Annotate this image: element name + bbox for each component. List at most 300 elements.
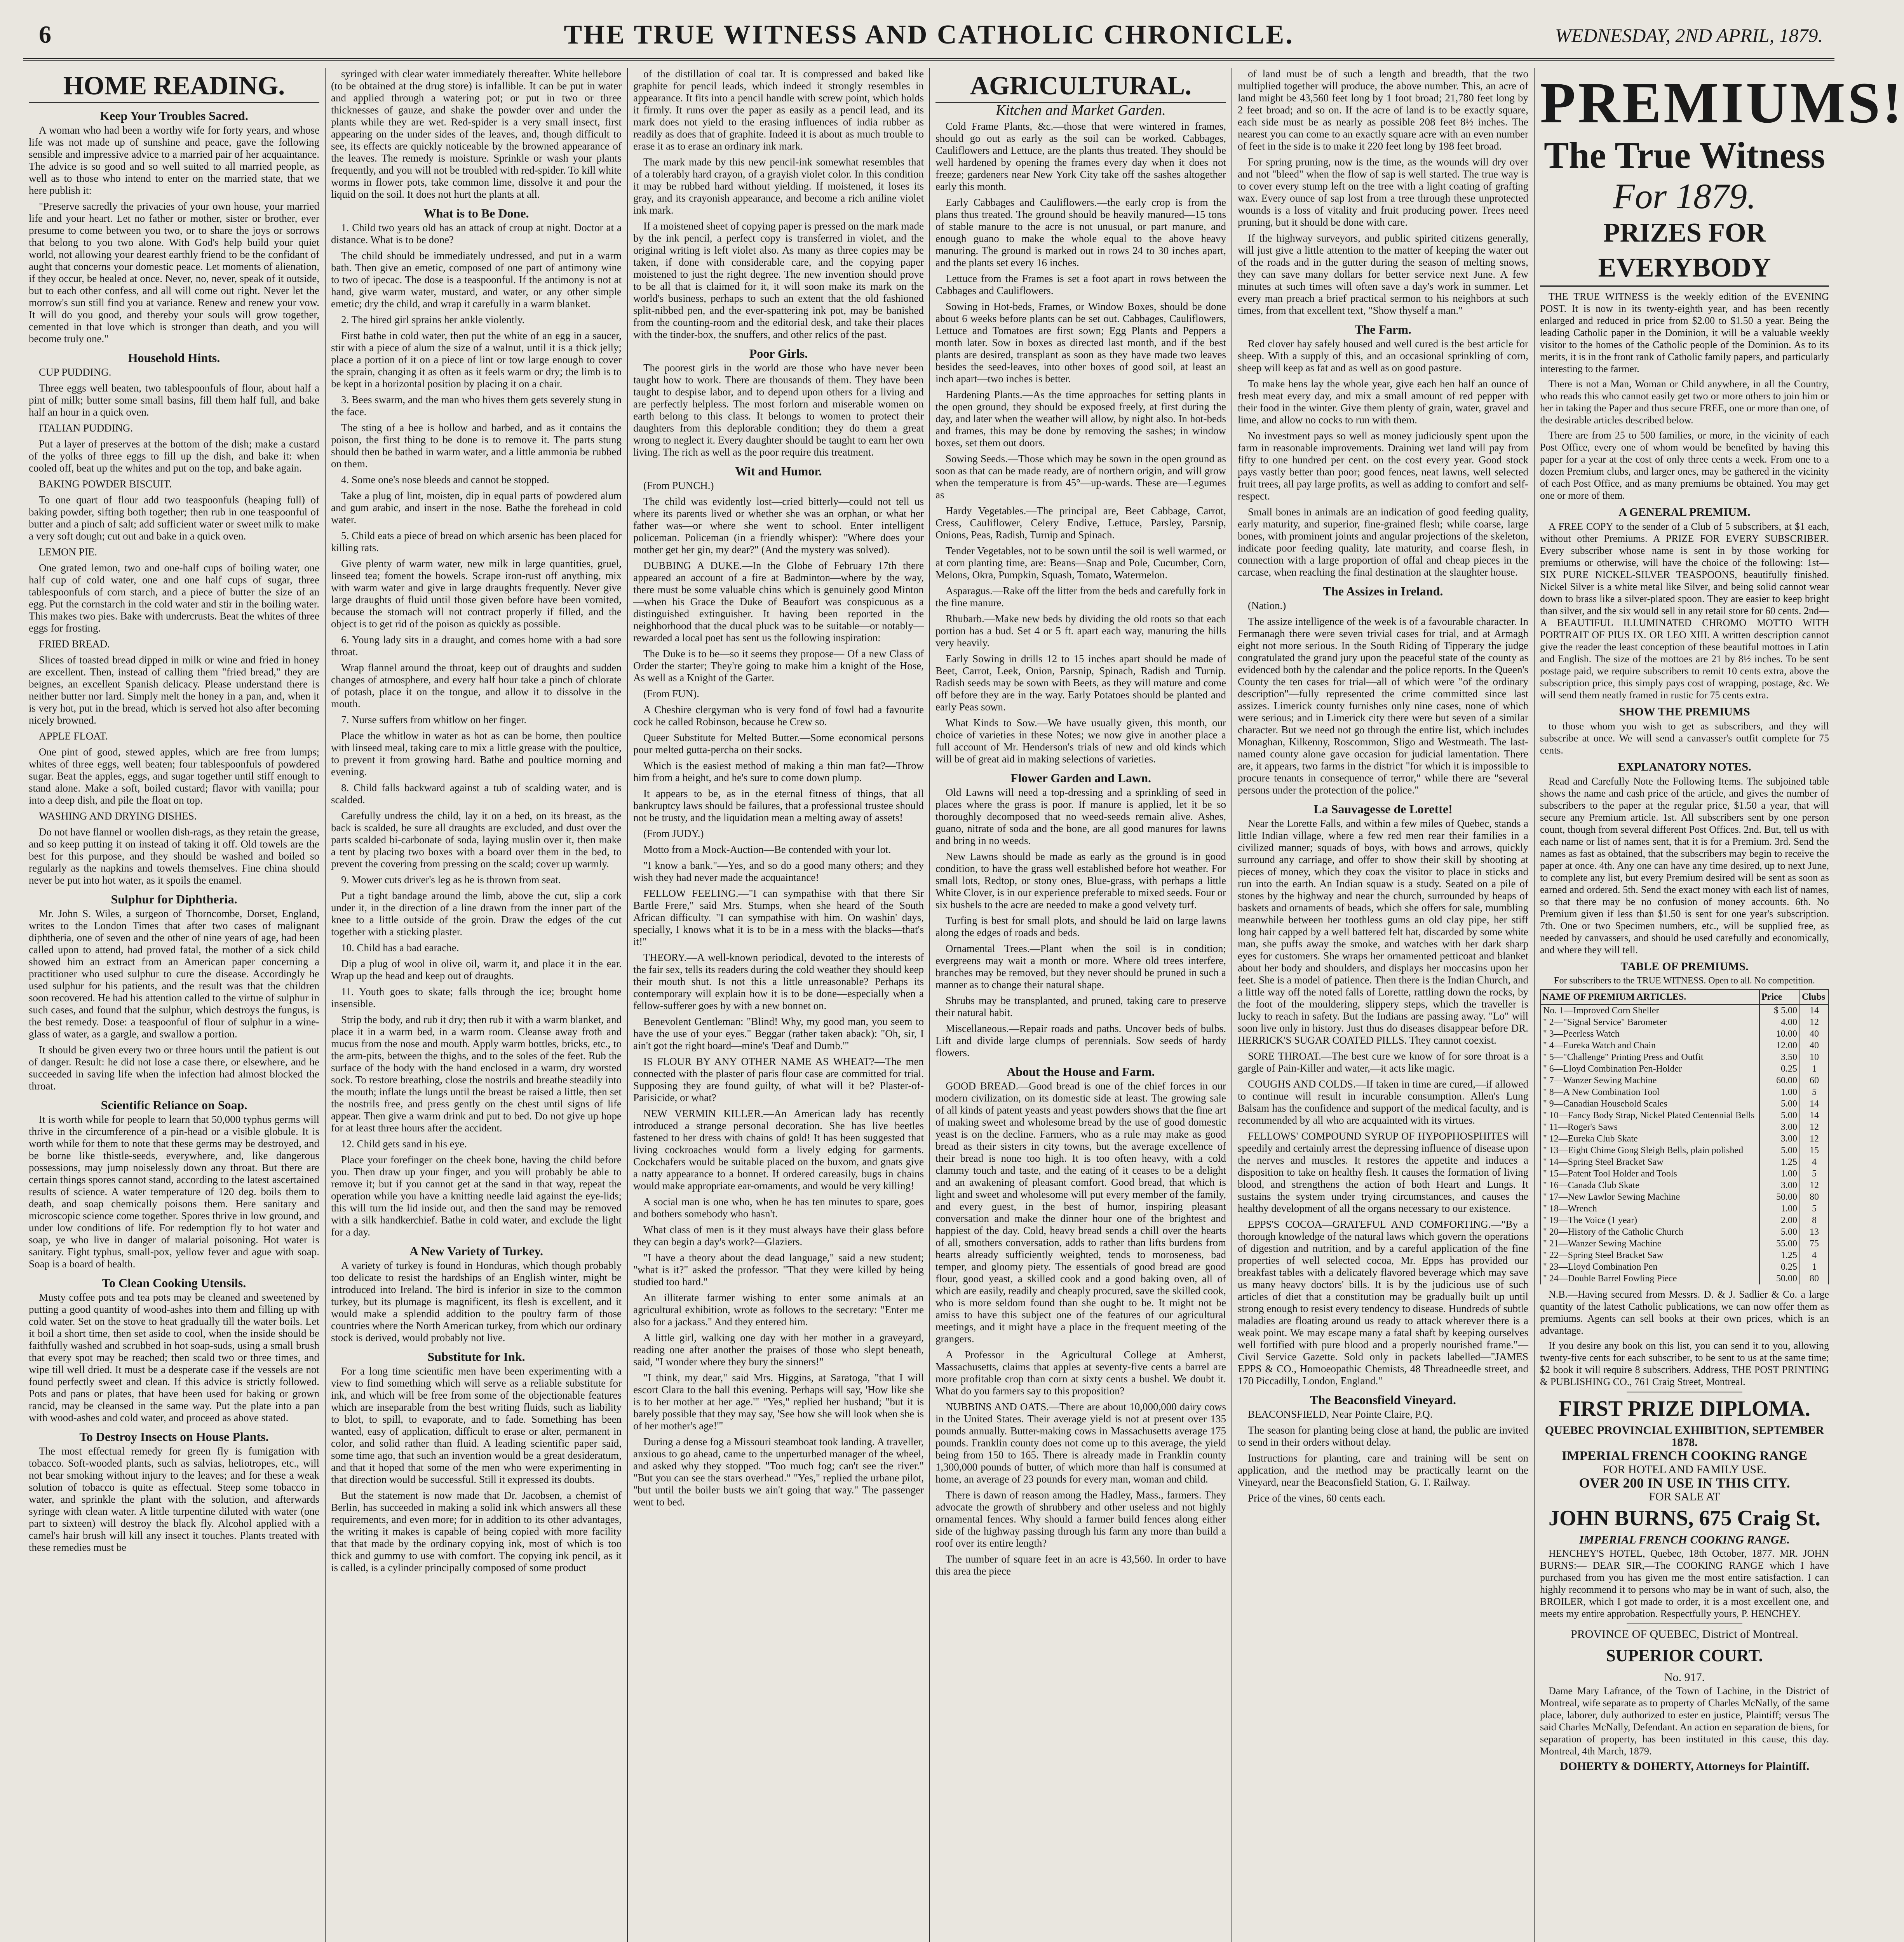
article-title: The Beaconsfield Vineyard.	[1310, 1393, 1456, 1407]
article-paragraph: The Duke is to be—so it seems they propose— Of a new Class of Order the starter; They're going to make him a knight of the Hose, As well as a Knight of the Garter.	[633, 648, 924, 684]
premium-clubs-cell: 8	[1800, 1215, 1829, 1226]
premium-price-cell: 50.00	[1759, 1273, 1800, 1284]
article-title: To Destroy Insects on House Plants.	[79, 1430, 269, 1444]
premium-price-cell: 60.00	[1759, 1075, 1800, 1086]
premium-clubs-cell: 5	[1800, 1203, 1829, 1215]
premium-clubs-cell: 12	[1800, 1133, 1829, 1145]
article-paragraph: Put a layer of preserves at the bottom of the dish; make a custard of the yolks of three eggs to fill up the dish, and bake it: when cooled off, beat up the whites and put on the top, and bake again.	[29, 438, 319, 474]
premium-table-row	[1540, 1249, 1829, 1261]
premium-clubs-cell: 13	[1800, 1226, 1829, 1238]
article-paragraph: Benevolent Gentleman: "Blind! Why, my good man, you seem to have the use of your eyes." Beggar (rather taken aback): "Oh, sir, I ain't got the right board—mine's 'Deaf and Dumb.'"	[633, 1016, 924, 1051]
article	[331, 68, 622, 200]
premium-table-header-price: Price	[1759, 990, 1800, 1004]
article	[331, 1351, 622, 1574]
premium-name-cell: " 16—Canada Club Skate	[1540, 1180, 1759, 1191]
article-paragraph: What class of men is it they must always have their glass before they can begin a day's work?—Glaziers.	[633, 1224, 924, 1248]
article-paragraph: (From JUDY.)	[643, 828, 704, 839]
article-paragraph: It should be given every two or three hours until the patient is out of danger. Result: he did not lose a case there, or elsewhere, and he succeeded in saving life when the infection had almost blocked the throat.	[29, 1044, 319, 1092]
article	[29, 352, 319, 886]
premium-name-cell: " 18—Wrench	[1540, 1203, 1759, 1215]
premiums-subtitle: The True Witness	[1544, 134, 1825, 176]
article-paragraph: The season for planting being close at hand, the public are invited to send in their orders without delay.	[1238, 1424, 1528, 1448]
premium-table-row	[1540, 1203, 1829, 1215]
article-paragraph: Strip the body, and rub it dry; then rub it with a warm blanket, and place it in a warm bed, in a warm room. Cleanse away froth and mucus from the nose and mouth. Apply warm bottles, bricks, etc., to the arm-pits, between the thighs, and to the soles of the feet. Rub the surface of the body with the hand enclosed in a warm, dry worsted sock. To restore breathing, close the nostrils and breathe steadily into the mouth; inflate the lungs until the breast be raised a little, then set the nostrils free, and press gently on the chest until signs of life appear. Then give a warm drink and put to bed. Do not give up hope for at least three hours after the accident.	[331, 1014, 622, 1134]
premium-table	[1540, 989, 1829, 1284]
premiums-intro	[1540, 291, 1829, 501]
article-paragraph: Cold Frame Plants, &c.—those that were wintered in frames, should go out as early as the soil can be worked. Cabbages, Cauliflowers and Lettuce, are the plants thus treated. They should be well hardened by opening the frames every day when it does not freeze; gardeners near New York City take off the sashes altogether early this month.	[935, 120, 1226, 192]
article-paragraph: COUGHS AND COLDS.—If taken in time are cured,—if allowed to continue will result in incurable consumption. Allen's Lung Balsam has the confidence and support of the medical faculty, and is recommended by all who are acquainted with its virtues.	[1238, 1078, 1528, 1126]
article-paragraph: 9. Mower cuts driver's leg as he is thrown from seat.	[341, 874, 561, 886]
article-paragraph: Red clover hay safely housed and well cured is the best article for sheep. With a supply of this, and an occasional sprinkling of corn, sheep will keep as fat and as well as on good pasture.	[1238, 338, 1528, 374]
article-paragraph: Hardy Vegetables.—The principal are, Beet Cabbage, Carrot, Cress, Cauliflower, Celery Endive, Lettuce, Parsley, Parsnip, Onions, Peas, Radish, Turnip and Spinach.	[935, 505, 1226, 541]
article-paragraph: Place your forefinger on the cheek bone, having the child before you. Then draw up your finger, and you will probably be able to remove it; but if you cannot get at the sand in that way, repeat the operation while you have a knitting needle laid against the eye-lids; this will turn the lid inside out, and then the sand may be removed with a silk handkerchief. Bathe in cold water, and exclude the light for a day.	[331, 1154, 622, 1238]
article-paragraph: No investment pays so well as money judiciously spent upon the farm in reasonable improvements. Draining wet land will pay from fifty to one hundred per cent. on the cost every year. Good stock pays vastly better than poor; good fences, neat lawns, well selected fruit trees, all pay large profits, as well as adding to comfort and self-respect.	[1238, 430, 1528, 502]
section-heading-agricultural: AGRICULTURAL.	[935, 70, 1226, 103]
article-paragraph: A social man is one who, when he has ten minutes to spare, goes and bothers somebody who hasn't.	[633, 1196, 924, 1220]
premium-table-title: TABLE OF PREMIUMS.	[1620, 960, 1749, 973]
article-paragraph: If the highway surveyors, and public spirited citizens generally, will just give a little attention to the matter of keeping the water out of the roads and in the gutter during the season of melting snows, they can save many dollars for better service next June. A few minutes at such times will often save a day's work in summer. Let every man preach a brief practical sermon to his neighbors at such times, from that excellent text, "Show thyself a man."	[1238, 232, 1528, 316]
premium-name-cell: " 15—Patent Tool Holder and Tools	[1540, 1168, 1759, 1180]
premium-clubs-cell: 10	[1800, 1051, 1829, 1063]
premium-price-cell: 3.00	[1759, 1180, 1800, 1191]
articles-column-3	[633, 68, 924, 1508]
article-paragraph: THEORY.—A well-known periodical, devoted to the interests of the fair sex, tells its readers during the cold weather they should keep their mouth shut. Is not this a little unreasonable? Perhaps its contemporary will explain how it is to be done—especially when a fellow-sufferer goes by with a new bonnet on.	[633, 952, 924, 1011]
article-paragraph: Instructions for planting, care and training will be sent on application, and the method may be practically learnt on the Vineyard, near the Beaconsfield Station, G. T. Railway.	[1238, 1452, 1528, 1488]
article-paragraph: Take a plug of lint, moisten, dip in equal parts of powdered alum and gum arabic, and insert in the nose. Bathe the forehead in cold water.	[331, 490, 622, 526]
premium-price-cell: 1.25	[1759, 1156, 1800, 1168]
article-paragraph: Ornamental Trees.—Plant when the soil is in condition; evergreens may wait a month or more. Where old trees interfere, branches may be removed, but they never should be pruned in such a manner as to change their natural shape.	[935, 943, 1226, 990]
premium-table-row	[1540, 1028, 1829, 1040]
article-paragraph: A Cheshire clergyman who is very fond of fowl had a favourite cock he called Robinson, because he Crew so.	[633, 704, 924, 727]
premium-table-row	[1540, 1040, 1829, 1051]
article-paragraph: Slices of toasted bread dipped in milk or wine and fried in honey are excellent. Then, instead of calling them "fried bread," they are beignes, an excellent Spanish delicacy. Please understand there is neither butter nor lard. Simply melt the honey in a pan, and, when it is very hot, put in the bread, which is served hot also after becoming nicely browned.	[29, 654, 319, 726]
premium-name-cell: " 9—Canadian Household Scales	[1540, 1098, 1759, 1110]
article	[935, 772, 1226, 1059]
diploma-letter: HENCHEY'S HOTEL, Quebec, 18th October, 1877. MR. JOHN BURNS:— DEAR SIR,—The COOKING RANGE which I have purchased from you has given me the most entire satisfaction. I can highly recommend it to persons who may be in want of such, also, the BROILER, which I got made to order, it is a most excellent one, and meets my entire approbation. Respectfully yours, P. HENCHEY.	[1540, 1548, 1829, 1619]
article-paragraph: Give plenty of warm water, new milk in large quantities, gruel, linseed tea; foment the bowels. Scrape iron-rust off anything, mix with warm water and give in large draughts frequently. Never give large draughts of fluid until those given before have been vomited, because the stomach will not contract properly if filled, and the object is to get rid of the poison as quickly as possible.	[331, 558, 622, 630]
general-premium-title: A GENERAL PREMIUM.	[1618, 506, 1751, 519]
article-paragraph: Put a tight bandage around the limb, above the cut, slip a cork under it, in the direction of a line drawn from the inner part of the knee to a little outside of the groin. Draw the edges of the cut together with a sticking plaster.	[331, 890, 622, 938]
article-paragraph: 12. Child gets sand in his eye.	[341, 1138, 467, 1150]
column-2	[326, 68, 628, 1942]
premium-name-cell: " 14—Spring Steel Bracket Saw	[1540, 1156, 1759, 1168]
article-paragraph: 6. Young lady sits in a draught, and comes home with a bad sore throat.	[331, 634, 622, 658]
premium-name-cell: " 17—New Lawlor Sewing Machine	[1540, 1191, 1759, 1203]
article	[29, 1277, 319, 1424]
premium-table-row	[1540, 1063, 1829, 1075]
article-paragraph: EPPS'S COCOA—GRATEFUL AND COMFORTING.—"By a thorough knowledge of the natural laws which govern the operations of digestion and nutrition, and by a careful application of the fine properties of well selected cocoa, Mr. Epps has provided our breakfast tables with a delicately flavored beverage which may save us many heavy doctors' bills. It is by the judicious use of such articles of diet that a constitution may be gradually built up until strong enough to resist every tendency to disease. Hundreds of subtle maladies are floating around us ready to attack wherever there is a weak point. We may escape many a fatal shaft by keeping ourselves well fortified with pure blood and a properly nourished frame."—Civil Service Gazette. Sold only in packets labelled—"JAMES EPPS & CO., Homoeopathic Chemists, 48 Threadneedle street, and 170 Piccadilly, London, England."	[1238, 1218, 1528, 1387]
article-paragraph: Motto from a Mock-Auction—Be contended with your lot.	[643, 844, 891, 855]
article-paragraph: BEACONSFIELD, Near Pointe Claire, P.Q.	[1248, 1408, 1433, 1420]
premium-clubs-cell: 14	[1800, 1110, 1829, 1121]
premium-clubs-cell: 75	[1800, 1238, 1829, 1249]
premium-clubs-cell: 12	[1800, 1016, 1829, 1028]
article-paragraph: During a dense fog a Missouri steamboat took landing. A traveller, anxious to go ahead, came to the unperturbed manager of the wheel, and asked why they stopped. "Too much fog; can't see the river." "But you can see the stars overhead." "Yes," replied the urbane pilot, "but until the boiler busts we ain't going that way." The passenger went to bed.	[633, 1436, 924, 1508]
premium-table-row	[1540, 1238, 1829, 1249]
premium-table-header-clubs: Clubs	[1800, 990, 1829, 1004]
premium-price-cell: 1.00	[1759, 1168, 1800, 1180]
article-paragraph: 3. Bees swarm, and the man who hives them gets severely stung in the face.	[331, 394, 622, 418]
premium-name-cell: " 6—Lloyd Combination Pen-Holder	[1540, 1063, 1759, 1075]
article	[1238, 585, 1528, 796]
premiums-intro-paragraph: There are from 25 to 500 families, or more, in the vicinity of each Post Office, every one of whom would be benefited by having this paper for a year at the cost of only three cents a week. From one to a dozen Premium clubs, and larger ones, may be gathered in the vicinity of each Post Office, and as many premiums be obtained. You may get one or more of them.	[1540, 430, 1829, 501]
article-paragraph: APPLE FLOAT.	[39, 730, 108, 742]
article-paragraph: It appears to be, as in the eternal fitness of things, that all bankruptcy laws should be failures, that a professional trustee should not be trusty, and the liquidation mean a melting away of assets!	[633, 788, 924, 823]
article-title: Substitute for Ink.	[427, 1350, 525, 1364]
premium-price-cell: $ 5.00	[1759, 1004, 1800, 1016]
explanatory-notes-title: EXPLANATORY NOTES.	[1618, 760, 1751, 773]
court-province: PROVINCE OF QUEBEC, District of Montreal.	[1571, 1628, 1798, 1641]
article-paragraph: Wrap flannel around the throat, keep out of draughts and sudden changes of atmosphere, and every half hour take a pinch of chlorate of potash, place it on the tongue, and allow it to dissolve in the mouth.	[331, 662, 622, 710]
article-paragraph: Carefully undress the child, lay it on a bed, on its breast, as the back is scalded, be sure all draughts are excluded, and dust over the parts scalded bi-carbonate of soda, laying muslin over it, then make a tent by placing two boxes with a board over them in the bed, to prevent the covering from pressing on the scald; cover up warmly.	[331, 810, 622, 870]
premium-clubs-cell: 1	[1800, 1063, 1829, 1075]
premium-clubs-cell: 5	[1800, 1086, 1829, 1098]
premium-name-cell: " 4—Eureka Watch and Chain	[1540, 1040, 1759, 1051]
article	[1238, 68, 1528, 317]
article	[935, 1066, 1226, 1577]
premium-price-cell: 5.00	[1759, 1145, 1800, 1156]
article	[29, 893, 319, 1092]
premium-table-row	[1540, 1156, 1829, 1168]
article-title: What is to Be Done.	[423, 206, 529, 220]
article-paragraph: Small bones in animals are an indication of good feeding quality, early maturity, and superior, fine-grained flesh; while coarse, large bones, with prominent joints and angular projections of the skeleton, indicate poor feeding quality, late maturity, and coarse flesh, in connection with a large proportion of offal and cheap pieces in the carcase, when reaching the final destination at the slaughter house.	[1238, 506, 1528, 578]
diploma-for-sale: FOR SALE AT	[1649, 1490, 1720, 1503]
premium-table-row	[1540, 1016, 1829, 1028]
premium-name-cell: " 3—Peerless Watch	[1540, 1028, 1759, 1040]
explanatory-notes-text: Read and Carefully Note the Following Items. The subjoined table shows the name and cash price of the article, and gives the number of subscribers to the paper at the regular price, $1.50 a year, that will secure any Premium article. 1st. All subscribers sent by one person count, though from several different Post Offices. 2nd. But, tell us with each name or list of names sent, that it is for a Premium. 3rd. Send the names as fast as obtained, that the subscribers may begin to receive the paper at once. 4th. Any one can have any time desired, up to next June, to complete any list, but every Premium desired will be sent as soon as earned and ordered. 5th. Send the exact money with each list of names, so that there may be no confusion of money accounts. 6th. No Premium given if less than $1.50 is sent for one year's subscription. 7th. One or two Specimen numbers, etc., will be supplied free, as needed by canvassers, and should be used carefully and economically, and where they will tell.	[1540, 776, 1829, 955]
article-paragraph: Musty coffee pots and tea pots may be cleaned and sweetened by putting a good quantity of wood-ashes into them and filling up with cold water. Set on the stove to heat gradually till the water boils. Let it boil a short time, then set aside to cool, when the inside should be faithfully washed and scrubbed in hot soap-suds, using a small brush that every spot may be reached; then scald two or three times, and wipe till well dried. It must be a desperate case if the vessels are not found perfectly sweet and clean. If this advice is strictly followed. Pots and pans or plates, that have been used for baking or grown rancid, may be cleansed in the same way. Put the plate into a pan with wood-ashes and cold water, and proceed as above stated.	[29, 1291, 319, 1423]
premium-name-cell: " 10—Fancy Body Strap, Nickel Plated Centennial Bells	[1540, 1110, 1759, 1121]
premium-table-row	[1540, 1273, 1829, 1284]
premium-price-cell: 4.00	[1759, 1016, 1800, 1028]
article-title: La Sauvagesse de Lorette!	[1313, 802, 1453, 816]
article-title: Scientific Reliance on Soap.	[101, 1098, 247, 1112]
article-paragraph: Mr. John S. Wiles, a surgeon of Thorncombe, Dorset, England, writes to the London Times that after two cases of malignant diphtheria, one of seven and the other of nine years of age, had been called upon to attend, had proved fatal, the mother of a sick child showed him an extract from an American paper concerning a practitioner who used sulphur to cure the disease. Accordingly he used sulphur for his patients, and the result was that the children soon recovered. He had his attention called to the virtue of sulphur in such cases, and found that the sulphur, which destroys the fungus, is the best remedy. Dose: a teaspoonful of flour of sulphur in a wine-glass of water, as a gargle, and swallow a portion.	[29, 908, 319, 1040]
premium-table-row	[1540, 1168, 1829, 1180]
article-paragraph: 2. The hired girl sprains her ankle violently.	[341, 314, 525, 325]
article-title: Wit and Humor.	[735, 464, 822, 478]
article-title: To Clean Cooking Utensils.	[102, 1276, 246, 1290]
article-paragraph: FELLOWS' COMPOUND SYRUP OF HYPOPHOSPHITES will speedily and certainly arrest the depressing influence of disease upon the nerves and muscles. It restores the appetite and induces a disposition to take on healthy flesh. It causes the formation of living blood, and strengthens the action of both Heart and Lungs. It sustains the system under trying circumstances, and causes the healthy development of all the organs necessary to our existence.	[1238, 1130, 1528, 1214]
premium-table-address: If you desire any book on this list, you can send it to you, allowing twenty-five cents for each subscriber, to be sent to us at the same time; $2 book it will require 8 subscribers. Address, THE POST PRINTING & PUBLISHING CO., 761 Craig Street, Montreal.	[1540, 1340, 1829, 1387]
articles-column-4	[935, 120, 1226, 1577]
article-paragraph: It is worth while for people to learn that 50,000 typhus germs will thrive in the circumference of a pin-head or a visible globule. It is worth while for them to note that these germs may be destroyed, and be borne like thistle-seeds, everywhere, and, like dangerous possessions, may jump noiselessly down any throat. But there are certain things spores cannot stand, according to the latest ascertained results of science. A water temperature of 120 deg. boils them to death, and soap chemically poisons them. Here sanitary and microscopic science come together. Spores thrive in low ground, and under low conditions of life. For redemption fly to hot water and soap, ye who live in danger of malarial poisoning. Hot water is sanitary. Fight typhus, small-pox, yellow fever and ague with soap. Soap is a board of health.	[29, 1114, 319, 1270]
article-paragraph: NEW VERMIN KILLER.—An American lady has recently introduced a strange personal decoration. She has live beetles fastened to her dress with chains of gold! It has been suggested that living cockroaches would form a lively edging for garments. Cockchafers would be suitable placed on the buxom, and gnats give a natty appearance to a bonnet. If ordered careasily, bugs in chains would make appropriate ear-ornaments, and would be very killing!	[633, 1108, 924, 1192]
premium-name-cell: " 21—Wanzer Sewing Machine	[1540, 1238, 1759, 1249]
article-paragraph: The most effectual remedy for green fly is fumigation with tobacco. Soft-wooded plants, such as salvias, heliotropes, etc., will not bear smoking without injury to the leaves; and for these a weak solution of tobacco is quite as effectual. Steep some tobacco in water, and sprinkle the plant with the solution, and afterwards syringe with clean water. A little turpentine diluted with water (one part to sixteen) will destroy the black fly. Alcohol applied with a camel's hair brush will kill any insect it touches. Plants treated with these remedies must be	[29, 1445, 319, 1553]
premiums-title: PREMIUMS!	[1540, 71, 1904, 135]
article-paragraph: What Kinds to Sow.—We have usually given, this month, our choice of varieties in these Notes; we now give in another place a full account of Mr. Henderson's trials of new and old kinds which will be of great aid in making selections of varieties.	[935, 717, 1226, 765]
articles-column-2	[331, 68, 622, 1574]
court-text: Dame Mary Lafrance, of the Town of Lachine, in the District of Montreal, wife separate as to property of Charles McNally, of the same place, laborer, duly authorized to ester en justice, Plaintiff; versus The said Charles McNally, Defendant. An action en separation de biens, for separation of property, has been instituted in this cause, this day. Montreal, 4th March, 1879.	[1540, 1685, 1829, 1757]
diploma-product: IMPERIAL FRENCH COOKING RANGE.	[1579, 1533, 1790, 1546]
premium-table-row	[1540, 1086, 1829, 1098]
article-paragraph: The number of square feet in an acre is 43,560. In order to have this area the piece	[935, 1553, 1226, 1577]
premium-name-cell: " 13—Eight Chime Gong Sleigh Bells, plain polished	[1540, 1145, 1759, 1156]
premium-table-row	[1540, 1133, 1829, 1145]
article-paragraph: The sting of a bee is hollow and barbed, and as it contains the poison, the first thing to be done is to remove it. The parts stung should then be bathed in warm water, and a little ammonia be rubbed on them.	[331, 422, 622, 470]
article-paragraph: FELLOW FEELING.—"I can sympathise with that there Sir Bartle Frere," said Mrs. Stumps, when she heard of the South African difficulty. "I can sympathise with him. On washin' days, specially, I knows what it is to be in a mess with the blacks—that's it!"	[633, 887, 924, 947]
article-paragraph: of the distillation of coal tar. It is compressed and baked like graphite for pencil leads, which indeed it strongly resembles in appearance. It fits into a pencil handle with screw point, which holds it firmly. It runs over the paper as easily as a pencil lead, and its mark does not yield to the erasing influences of india rubber as readily as does that of graphite. Indeed it is about as much trouble to erase it as to erase an ordinary ink mark.	[633, 68, 924, 152]
premium-name-cell: " 19—The Voice (1 year)	[1540, 1215, 1759, 1226]
section-heading-home-reading: HOME READING.	[29, 70, 319, 103]
article	[1238, 1394, 1528, 1504]
article	[633, 68, 924, 341]
column-home-reading	[23, 68, 326, 1942]
article-paragraph: 7. Nurse suffers from whitlow on her finger.	[341, 714, 527, 726]
premium-price-cell: 5.00	[1759, 1110, 1800, 1121]
article-title: The Assizes in Ireland.	[1323, 584, 1443, 598]
premium-clubs-cell: 12	[1800, 1180, 1829, 1191]
article-paragraph: To make hens lay the whole year, give each hen half an ounce of fresh meat every day, and mix a small amount of red pepper with their food in the winter. Give them plenty of grain, water, gravel and lime, and allow no cocks to run with them.	[1238, 378, 1528, 426]
article-paragraph: FRIED BREAD.	[39, 638, 110, 650]
article-paragraph: Miscellaneous.—Repair roads and paths. Uncover beds of bulbs. Lift and divide large clumps of perennials. Sow seeds of hardy flowers.	[935, 1023, 1226, 1058]
premium-clubs-cell: 4	[1800, 1249, 1829, 1261]
article-paragraph: There is dawn of reason among the Hadley, Mass., farmers. They advocate the growth of shrubbery and other useless and not highly ornamental fences. Why should a farmer build fences along either side of the highway passing through his farm any more than build a roof over its entire length?	[935, 1489, 1226, 1549]
article-paragraph: Old Lawns will need a top-dressing and a sprinkling of seed in places where the grass is poor. If manure is applied, let it be so thoroughly decomposed that no weed-seeds remain alive. Ashes, guano, nitrate of soda and the bone, are all good manures for lawns and bring in no weeds.	[935, 787, 1226, 846]
premiums-intro-paragraph: THE TRUE WITNESS is the weekly edition of the EVENING POST. It is now in its twenty-eighth year, and has been recently enlarged and reduced in price from $2.00 to $1.50 a year. Being the leading Catholic paper in the Dominion, it will be a valuable weekly visitor to the homes of the Catholic people of the Dominion. As to its merits, it is in the front rank of Catholic family papers, and particularly interesting to the farmer.	[1540, 291, 1829, 374]
article-paragraph: BAKING POWDER BISCUIT.	[39, 478, 172, 490]
premiums-year: For 1879.	[1613, 176, 1756, 216]
premium-name-cell: " 23—Lloyd Combination Pen	[1540, 1261, 1759, 1273]
article-paragraph: Price of the vines, 60 cents each.	[1248, 1492, 1385, 1504]
premium-price-cell: 3.00	[1759, 1121, 1800, 1133]
article-paragraph: Sowing in Hot-beds, Frames, or Window Boxes, should be done about 6 weeks before plants can be set out. Cabbages, Cauliflowers, Lettuce and Tomatoes are first sown; Egg Plants and Peppers a month later. Sow in boxes as directed last month, and if the best plants are desired, transplant as soon as they have made two leaves besides the seed-leaves, into other boxes of good soil, at least an inch apart—two inches is better.	[935, 301, 1226, 385]
premium-name-cell: " 20—History of the Catholic Church	[1540, 1226, 1759, 1238]
article-title: Household Hints.	[128, 351, 220, 365]
premium-clubs-cell: 4	[1800, 1156, 1829, 1168]
premium-price-cell: 10.00	[1759, 1028, 1800, 1040]
article-paragraph: GOOD BREAD.—Good bread is one of the chief forces in our modern civilization, on its domestic side at least. The growing sale of all kinds of patent yeasts and yeast powders shows that the fine art of making sweet and wholesome bread by the use of good domestic yeast is on the decline. Farmers, who as a rule may make as good bread as their sisters in city towns, but the average excellence of their bread is none too high. It is too often heavy, with a cold clammy touch and taste, and the eating of it ceases to be a delight and an awakening of pleasant comfort. Good bread, that which is light and sweet and wholesome will put every member of the family, and every guest, in the best of humor, inspiring pleasant conversation and make the dinner hour one of the brightest and happiest of the day. Cold, heavy bread sends a chill over the hearts of all, smothers conversation, adds to rather than lifts burdens from hearts already sufficiently weighted, tends to moroseness, bad temper, and gloomy piety. The essentials of good bread are good flour, good yeast, a skilled cook and a good baking oven, all of which are easily, readily and cheaply procured, save the skilled cook, who is more seldom found than she ought to be. It might not be amiss to have this subject one of the features of our agricultural meetings, and it might have a place in the frequent meeting of the grangers.	[935, 1080, 1226, 1345]
article-paragraph: "I have a theory about the dead language," said a new student; "what is it?" asked the professor. "That they were killed by being studied too hard."	[633, 1252, 924, 1288]
article-paragraph: The assize intelligence of the week is of a favourable character. In Fermanagh there were seven trivial cases for trial, and at Armagh eight not more serious. In the South Riding of Tipperary the judge congratulated the grand jury upon the peaceful state of the county as evidenced both by the calendar and the police reports. In the Queen's County the ten cases for trial—all of which were "of the ordinary description"—fully represented the crime committed since last assizes. Limerick county furnishes only nine cases, none of which were serious; and in Limerick city there were but seven of a similar character. But we need not go through the entire list, which includes Monaghan, Kilkenny, Roscommon, Sligo and Westmeath. The last-named county alone gave occasion for judicial lamentation. There are, it appears, two farms in the district "for which it is impossible to procure tenants in consequence of terror," while there are "several persons under the protection of the police."	[1238, 616, 1528, 796]
premium-table-row	[1540, 1180, 1829, 1191]
premiums-intro-paragraph: There is not a Man, Woman or Child anywhere, in all the Country, who reads this who cannot easily get two or more others to join him or her in taking the Paper and thus secure FREE, one or more than one, of the desirable articles described below.	[1540, 378, 1829, 426]
premium-price-cell: 3.00	[1759, 1133, 1800, 1145]
article	[935, 120, 1226, 765]
premium-clubs-cell: 12	[1800, 1121, 1829, 1133]
premium-name-cell: " 22—Spring Steel Bracket Saw	[1540, 1249, 1759, 1261]
column-3	[628, 68, 930, 1942]
premium-name-cell: " 5—"Challenge" Printing Press and Outfit	[1540, 1051, 1759, 1063]
premium-table-row	[1540, 1191, 1829, 1203]
article-paragraph: 8. Child falls backward against a tub of scalding water, and is scalded.	[331, 782, 622, 806]
premium-clubs-cell: 5	[1800, 1168, 1829, 1180]
premium-clubs-cell: 15	[1800, 1145, 1829, 1156]
article-paragraph: Do not have flannel or woollen dish-rags, as they retain the grease, and so keep putting it on instead of taking it off. Old towels are the best for this purpose, and they should be washed and boiled so regularly as the napkins and towels themselves. Fine china should never be put into hot water, as it spoils the enamel.	[29, 826, 320, 886]
article-paragraph: Place the whitlow in water as hot as can be borne, then poultice with linseed meal, taking care to mix a little grease with the poultice, to prevent it from growing hard. Bathe and poultice morning and evening.	[331, 730, 622, 778]
premium-table-row	[1540, 1098, 1829, 1110]
premium-clubs-cell: 80	[1800, 1273, 1829, 1284]
diploma-title: FIRST PRIZE DIPLOMA.	[1559, 1397, 1810, 1421]
premium-clubs-cell: 1	[1800, 1261, 1829, 1273]
article-paragraph: Hardening Plants.—As the time approaches for setting plants in the open ground, they should be exposed freely, at first during the day, and later when the weather will allow, by night also. In hot-beds and frames, this may be done by removing the sashes; in window boxes, set them out doors.	[935, 389, 1226, 449]
article-paragraph: of land must be of such a length and breadth, that the two multiplied together will produce, the above number. This, an acre of land might be 43,560 feet long by 1 foot broad; 21,780 feet long by 2 feet broad; and so on. If the acre of land is to be exactly square, each side must be as nearly as possible 208 feet 8½ inches. The nearest you can come to an exactly square acre with an even number of feet in the side is to make it 220 feet long by 198 feet broad.	[1238, 68, 1528, 152]
issue-date: WEDNESDAY, 2ND APRIL, 1879.	[1555, 24, 1823, 46]
diploma-exhibition: QUEBEC PROVINCIAL EXHIBITION, SEPTEMBER 1878.	[1545, 1424, 1824, 1449]
article-title: Flower Garden and Lawn.	[1010, 771, 1151, 785]
article-paragraph: The poorest girls in the world are those who have never been taught how to work. There are thousands of them. They have been taught to despise labor, and to depend upon others for a living and are perfectly helpless. The most forlorn and miserable women on earth belong to this class. It belongs to women to protect their daughters from this deplorable condition; they do them a great wrong to neglect it. Every daughter should be taught to earn her own living. The rich as well as the poor require this treatment.	[633, 362, 924, 458]
premium-clubs-cell: 40	[1800, 1040, 1829, 1051]
premium-price-cell: 50.00	[1759, 1191, 1800, 1203]
article	[29, 1099, 319, 1270]
article-paragraph: 1. Child two years old has an attack of croup at night. Doctor at a distance. What is to be done?	[331, 222, 622, 245]
diploma-awarded: IMPERIAL FRENCH COOKING RANGE	[1562, 1449, 1807, 1463]
article-paragraph: Dip a plug of wool in olive oil, warm it, and place it in the ear. Wrap up the head and keep out of draughts.	[331, 958, 622, 981]
article-paragraph: A woman who had been a worthy wife for forty years, and whose life was not made up of sunshine and peace, gave the following sensible and impressive advice to a married pair of her acquaintance. The advice is so good and so well suited to all married people, as well as to those who intend to enter on the married state, that we here publish it:	[29, 124, 319, 196]
article-title: Poor Girls.	[749, 346, 808, 360]
general-premium-text: A FREE COPY to the sender of a Club of 5 subscribers, at $1 each, without other Premiums. A PRIZE FOR EVERY SUBSCRIBER. Every subscriber whose name is sent in by those working for premiums or otherwise, will have the choice of the following: 1st—SIX PURE NICKEL-SILVER TEASPOONS, beautifully finished. Nickel Silver is a white metal like Silver, and being solid cannot wear down to brass like a silver-plated spoon. They are easier to keep bright than silver, and the six would sell in any retail store for 60 cents. 2nd—A BEAUTIFUL ILLUMINATED CHROMO MOTTO WITH PORTRAIT OF PIUS IX. OR LEO XIII. A written description cannot give the reader the least conception of these beautiful mottoes in Latin and English. The size of the mottoes are 21 by 8½ inches. To be sent postage paid, we require subscribers to remit 10 cents extra, above the subscription price, this simply pays cost of wrapping, postage, &c. We will send them neatly framed in rustic for 75 cents extra.	[1540, 521, 1829, 701]
article-paragraph: CUP PUDDING.	[39, 366, 111, 378]
premium-price-cell: 1.25	[1759, 1249, 1800, 1261]
article-paragraph: 4. Some one's nose bleeds and cannot be stopped.	[341, 474, 549, 486]
premium-table-row	[1540, 1215, 1829, 1226]
premium-table-row	[1540, 1051, 1829, 1063]
masthead	[23, 16, 1834, 61]
premium-price-cell: 1.00	[1759, 1203, 1800, 1215]
article-title: A New Variety of Turkey.	[409, 1244, 544, 1258]
article-paragraph: One pint of good, stewed apples, which are free from lumps; whites of three eggs, well beaten; four tablespoonfuls of powdered sugar. Beat the apples, eggs, and sugar together until stiff enough to stand alone. Make a soft, boiled custard; flavor with vanilla; pour into a deep dish, and pile the float on top.	[29, 746, 319, 806]
article-title: The Farm.	[1355, 322, 1411, 336]
article-paragraph: For spring pruning, now is the time, as the wounds will dry over and not "bleed" when the flow of sap is well started. The true way is to cover every stump left on the tree with a light coating of grafting wax. Every ounce of sap lost from a tree through these unprotected wounds is a loss of vitality and fruit producing power. Trees need pruning, but it should be done with care.	[1238, 156, 1528, 228]
premium-price-cell: 0.25	[1759, 1063, 1800, 1075]
court-signed: DOHERTY & DOHERTY, Attorneys for Plaintiff.	[1559, 1760, 1810, 1773]
article-paragraph: DUBBING A DUKE.—In the Globe of February 17th there appeared an account of a fire at Badminton—where by the way, there must be some valuable chins which is genuinely good Minton—when his Grace the Duke of Beaufort was conspicuous as a distinguished extinguisher. It having been reported in the neighborhood that the ducal pluck was to be suitable—or notably—rewarded a local poet has sent us the following inspiration:	[633, 560, 924, 644]
article-paragraph: "Preserve sacredly the privacies of your own house, your married life and your heart. Let no father or mother, sister or brother, ever presume to come between you two, or to share the joys or sorrows that belong to you two alone. With God's help build your quiet world, not allowing your dearest earthly friend to be the confidant of aught that concerns your domestic peace. Let moments of alienation, if they occur, be healed at once. Never, no, never, speak of it outside, but to each other confess, and all will come out right. Never let the morrow's sun still find you at variance. Renew and renew your vow. It will do you good, and thereby your souls will grow together, cemented in that love which is stronger than death, and you will become truly one."	[29, 200, 319, 345]
premium-price-cell: 12.00	[1759, 1040, 1800, 1051]
premium-price-cell: 0.25	[1759, 1261, 1800, 1273]
newspaper-title: THE TRUE WITNESS AND CATHOLIC CHRONICLE.	[564, 20, 1294, 50]
premium-table-row	[1540, 1261, 1829, 1273]
article-paragraph: A Professor in the Agricultural College at Amherst, Massachusetts, claims that apples at seventy-five cents a barrel are more profitable crop than corn at sixty cents a bushel. We doubt it. What do you farmers say to this proposition?	[935, 1349, 1226, 1397]
article-paragraph: LEMON PIE.	[39, 546, 97, 558]
article-paragraph: SORE THROAT.—The best cure we know of for sore throat is a gargle of Pain-Killer and water,—it acts like magic.	[1238, 1050, 1528, 1074]
article-paragraph: (From FUN).	[643, 688, 700, 700]
article-paragraph: To one quart of flour add two teaspoonfuls (heaping full) of baking powder, sifting both together; then rub in one teaspoonful of butter and a pinch of salt; add sufficient water or sweet milk to make a very soft dough; cut out and bake in a quick oven.	[29, 494, 319, 542]
premium-price-cell: 5.00	[1759, 1098, 1800, 1110]
premium-name-cell: " 11—Roger's Saws	[1540, 1121, 1759, 1133]
article-paragraph: WASHING AND DRYING DISHES.	[39, 810, 197, 822]
article-paragraph: Early Sowing in drills 12 to 15 inches apart should be made of Beet, Carrot, Leek, Onion, Parsnip, Spinach, Radish and Turnip. Radish seeds may be sown with Beets, as they will mature and come off before they are in the way. Early Potatoes should be planted and early Peas sown.	[935, 653, 1226, 713]
premium-table-row	[1540, 1226, 1829, 1238]
article	[331, 1245, 622, 1344]
article-title: Sulphur for Diphtheria.	[111, 892, 237, 906]
article-paragraph: Turfing is best for small plots, and should be laid on large lawns along the edges of roads and beds.	[935, 915, 1226, 938]
column-agricultural	[930, 68, 1232, 1942]
article-paragraph: Three eggs well beaten, two tablespoonfuls of flour, about half a pint of milk; butter some small basins, fill them half full, and bake half an hour in a quick oven.	[29, 382, 319, 418]
article-paragraph: One grated lemon, two and one-half cups of boiling water, one half cup of cold water, one and one half cups of sugar, three tablespoonfuls of corn starch, and a piece of butter the size of an egg. Put the cornstarch in the cold water and stir in the boiling water. This makes two pies. Bake with undercrusts. Beat the whites of three eggs for frosting.	[29, 562, 319, 634]
premium-clubs-cell: 14	[1800, 1098, 1829, 1110]
article-paragraph: But the statement is now made that Dr. Jacobsen, a chemist of Berlin, has succeeded in making a solid ink which answers all these requirements, and even more; for in addition to its other advantages, the writing it makes is capable of being copied with more facility that that made by the ordinary copying ink, most of which is too thick and gummy to use with comfort. The copying ink pencil, as it is called, is a cylinder principally composed of some product	[331, 1490, 622, 1573]
article-paragraph: Sowing Seeds.—Those which may be sown in the open ground as soon as that can be made ready, are of northern origin, and will grow when the temperature is from 45°—up-wards. These are—Legumes as	[935, 453, 1226, 501]
article-paragraph: IS FLOUR BY ANY OTHER NAME AS WHEAT?—The men connected with the plaster of paris flour case are committed for trial. Supposing they are found guilty, of what will it be? Plaster-of-Parisicide, or what?	[633, 1056, 924, 1103]
premium-price-cell: 2.00	[1759, 1215, 1800, 1226]
article-paragraph: Shrubs may be transplanted, and pruned, taking care to preserve their natural habit.	[935, 995, 1226, 1018]
diploma-count: OVER 200 IN USE IN THIS CITY.	[1579, 1475, 1790, 1491]
article-paragraph: For a long time scientific men have been experimenting with a view to find something which will serve as a reliable substitute for ink, and which will be free from some of the objectionable features which are inseparable from the best writing fluids, such as liability to blot, to spill, to evaporate, and to fade. Something has been wanted, easy of application, difficult to erase or alter, permanent in color, and solid rather than fluid. A leading scientific paper said, some time ago, that such an invention would be a great desideratum, and that it hoped that some of the men who were experimenting in that direction would be successful. Still it expressed its doubts.	[331, 1365, 622, 1485]
article	[1238, 1050, 1528, 1387]
article-paragraph: Lettuce from the Frames is set a foot apart in rows between the Cabbages and Cauliflowers.	[935, 273, 1226, 296]
premium-table-row	[1540, 1075, 1829, 1086]
premium-table-row	[1540, 1145, 1829, 1156]
premium-price-cell: 1.00	[1759, 1086, 1800, 1098]
premium-name-cell: " 8—A New Combination Tool	[1540, 1086, 1759, 1098]
article-paragraph: syringed with clear water immediately thereafter. White hellebore (to be obtained at the drug store) is infallible. It can be put in water and applied through a watering pot; or put in two or three thicknesses of gauze, and shake the powder over and under the plants while they are wet. Red-spider is a very small insect, first appearing on the under sides of the leaves, and, though difficult to see, its effects are quickly noticeable by the browned appearance of the leaves. The remedy is moisture. Sprinkle or wash your plants frequently, and you will not be troubled with red-spider. To kill white worms in flower pots, take common lime, dissolve it and pour the liquid on the soil. It does not hurt the plants at all.	[331, 68, 622, 200]
premium-name-cell: " 24—Double Barrel Fowling Piece	[1540, 1273, 1759, 1284]
court-number: No. 917.	[1664, 1671, 1705, 1684]
article-paragraph: A variety of turkey is found in Honduras, which though probably too delicate to resist the hardships of an English winter, might be introduced into Ireland. The bird is inferior in size to the common turkey, but its plumage is magnificent, its flesh is excellent, and it would make a splendid addition to the poultry farm of those countries where the North American turkey, from which our ordinary stock is derived, would probably not live.	[331, 1260, 622, 1343]
premium-price-cell: 5.00	[1759, 1226, 1800, 1238]
show-premiums-title: SHOW THE PREMIUMS	[1619, 705, 1750, 718]
article-paragraph: Near the Lorette Falls, and within a few miles of Quebec, stands a little Indian village, where a few red men rear their families in a civilized manner; squads of boys, with bows and arrows, quickly surround any carriage, and offer to show their skill by shooting at pieces of money, which they coax the visitor to place in sticks and run into the earth. An Indian squaw is a study. Seated on a pile of stones by the highway and near the church, surrounded by heaps of baskets and ornaments of beads, which she offers for sale, mumbling meanwhile between her toothless gums an old clay pipe, her stiff long hair capped by a well battered felt hat, discarded by some white man, she puffs away the smoke, and watches with her dark sharp eyes for customers. She wraps her ornamented petticoat and blanket about her body and shoulders, and displays her moccasins upon her feet. She is a model of patience. Then there is the Indian Church, and a little way off the noted falls of Lorette, rattling down the rocks, by the foot of the mouldering, slippery steps, which the traveller is lucky to reach in safety. But the Indians are passing away. "Lo" will soon live only in history. Just thus do diseases disappear before DR. HERRICK'S SUGAR COATED PILLS. They cannot coexist.	[1238, 818, 1528, 1046]
premium-price-cell: 3.50	[1759, 1051, 1800, 1063]
article-paragraph: The child was evidently lost—cried bitterly—could not tell us where its parents lived or whether she was an orphan, or what her father was—or where she went to school. Enter intelligent policeman. Policeman (in a friendly whisper): "Where does your mother get her gin, my dear?" (And the mystery was solved).	[633, 496, 924, 555]
article	[1238, 803, 1528, 1046]
article	[331, 207, 622, 1238]
column-5	[1232, 68, 1535, 1942]
articles-column-5	[1238, 68, 1528, 1504]
premium-name-cell: " 2—"Signal Service" Barometer	[1540, 1016, 1759, 1028]
column-premiums	[1535, 68, 1904, 1942]
article	[29, 1431, 319, 1554]
premium-name-cell: " 12—Eureka Club Skate	[1540, 1133, 1759, 1145]
court-title: SUPERIOR COURT.	[1606, 1646, 1763, 1665]
article-paragraph: "I know a bank."—Yes, and so do a good many others; and they wish they had never made the acquaintance!	[633, 860, 924, 883]
article-paragraph: Tender Vegetables, not to be sown until the soil is well warmed, or at corn planting time, are: Beans—Snap and Pole, Cucumber, Corn, Melons, Okra, Pumpkin, Squash, Tomato, Watermelon.	[935, 545, 1226, 581]
article-paragraph: Early Cabbages and Cauliflowers.—the early crop is from the plans thus treated. The ground should be heavily manured—15 tons of stable manure to the acre is not unusual, or part manure, and enough guano to make the whole equal to the above heavy manuring. The ground is marked out in rows 24 to 30 inches apart, and the plants set every 16 inches.	[935, 197, 1226, 268]
premium-name-cell: No. 1—Improved Corn Sheller	[1540, 1004, 1759, 1016]
article	[633, 348, 924, 458]
premium-clubs-cell: 80	[1800, 1191, 1829, 1203]
article-paragraph: A little girl, walking one day with her mother in a graveyard, reading one after another the praises of those who slept beneath, said, "I wonder where they bury the sinners!"	[633, 1332, 924, 1368]
diploma-seller: JOHN BURNS, 675 Craig St.	[1548, 1506, 1821, 1530]
premium-clubs-cell: 40	[1800, 1028, 1829, 1040]
premium-name-cell: " 7—Wanzer Sewing Machine	[1540, 1075, 1759, 1086]
article-paragraph: First bathe in cold water, then put the white of an egg in a saucer, stir with a piece of alum the size of a walnut, until it is a thick jelly; place a portion of it on a piece of lint or tow large enough to cover the sprain, changing it as often as it feels warm or dry; the limb is to be kept in a horizontal position by placing it on a chair.	[331, 330, 622, 390]
article-paragraph: New Lawns should be made as early as the ground is in good condition, to have the grass well established before hot weather. For small lots, Redtop, or stony ones, Blue-grass, with perhaps a little White Clover, is in our experience preferable to mixed seeds. Four or six bushels to the acre are needed to make a good velvety turf.	[935, 851, 1226, 910]
article-paragraph: (From PUNCH.)	[643, 480, 714, 491]
article-paragraph: 5. Child eats a piece of bread on which arsenic has been placed for killing rats.	[331, 530, 622, 553]
premium-clubs-cell: 60	[1800, 1075, 1829, 1086]
article	[1238, 324, 1528, 578]
premium-table-row	[1540, 1110, 1829, 1121]
premium-table-row	[1540, 1121, 1829, 1133]
article-paragraph: The child should be immediately undressed, and put in a warm bath. Then give an emetic, composed of one part of antimony wine to two of ipecac. The dose is a teaspoonful. If the antimony is not at hand, give warm water, mustard, and water, or any other simple emetic; dry the child, and wrap it carefully in a warm blanket.	[331, 250, 622, 310]
article-paragraph: Rhubarb.—Make new beds by dividing the old roots so that each portion has a bud. Set 4 or 5 ft. apart each way, manuring the hills very heavily.	[935, 613, 1226, 649]
premium-table-footer: N.B.—Having secured from Messrs. D. & J. Sadlier & Co. a large quantity of the latest Catholic publications, we can now offer them as premiums. Agents can sell books at their own prices, which is an advantage.	[1540, 1289, 1829, 1336]
diploma-for: FOR HOTEL AND FAMILY USE.	[1603, 1463, 1766, 1476]
article-paragraph: 11. Youth goes to skate; falls through the ice; brought home insensible.	[331, 986, 622, 1009]
premiums-tagline: PRIZES FOR EVERYBODY	[1540, 216, 1829, 287]
article-paragraph: "I think, my dear," said Mrs. Higgins, at Saratoga, "that I will escort Clara to the ball this evening. Perhaps will say, 'How like she is to her mother at her age.'" "Yes," replied her husband; "but it is barely possible that they may say, 'See how she will look when she is of her mother's age!'"	[633, 1372, 924, 1432]
article-paragraph: An illiterate farmer wishing to enter some animals at an agricultural exhibition, wrote as follows to the secretary: "Enter me also for a jackass." And they entered him.	[633, 1292, 924, 1328]
premium-table-note: For subscribers to the TRUE WITNESS. Open to all. No competition.	[1554, 976, 1815, 986]
article-paragraph: Which is the easiest method of making a thin man fat?—Throw him from a height, and he's sure to come down plump.	[633, 760, 924, 783]
premium-table-row	[1540, 1004, 1829, 1016]
article-paragraph: ITALIAN PUDDING.	[39, 422, 133, 434]
article	[29, 110, 319, 345]
article	[633, 465, 924, 1508]
article-paragraph: Queer Substitute for Melted Butter.—Some economical persons pour melted gutta-percha on their socks.	[633, 732, 924, 755]
article-title: About the House and Farm.	[1007, 1065, 1155, 1079]
page-number: 6	[39, 21, 51, 48]
article-paragraph: (Nation.)	[1248, 600, 1286, 611]
article-paragraph: The mark made by this new pencil-ink somewhat resembles that of a tolerably hard crayon, of a grayish violet color. In this condition it may be rubbed hard without yielding. If moistened, it loses its gray, and its crayonish appearance, and become a rich aniline violet ink mark.	[633, 156, 924, 216]
show-premiums-text: to those whom you wish to get as subscribers, and they will subscribe at once. We will send a canvasser's outfit complete for 75 cents.	[1540, 720, 1829, 756]
premium-price-cell: 55.00	[1759, 1238, 1800, 1249]
premium-table-body	[1540, 1004, 1829, 1284]
articles-home-reading	[29, 110, 319, 1554]
